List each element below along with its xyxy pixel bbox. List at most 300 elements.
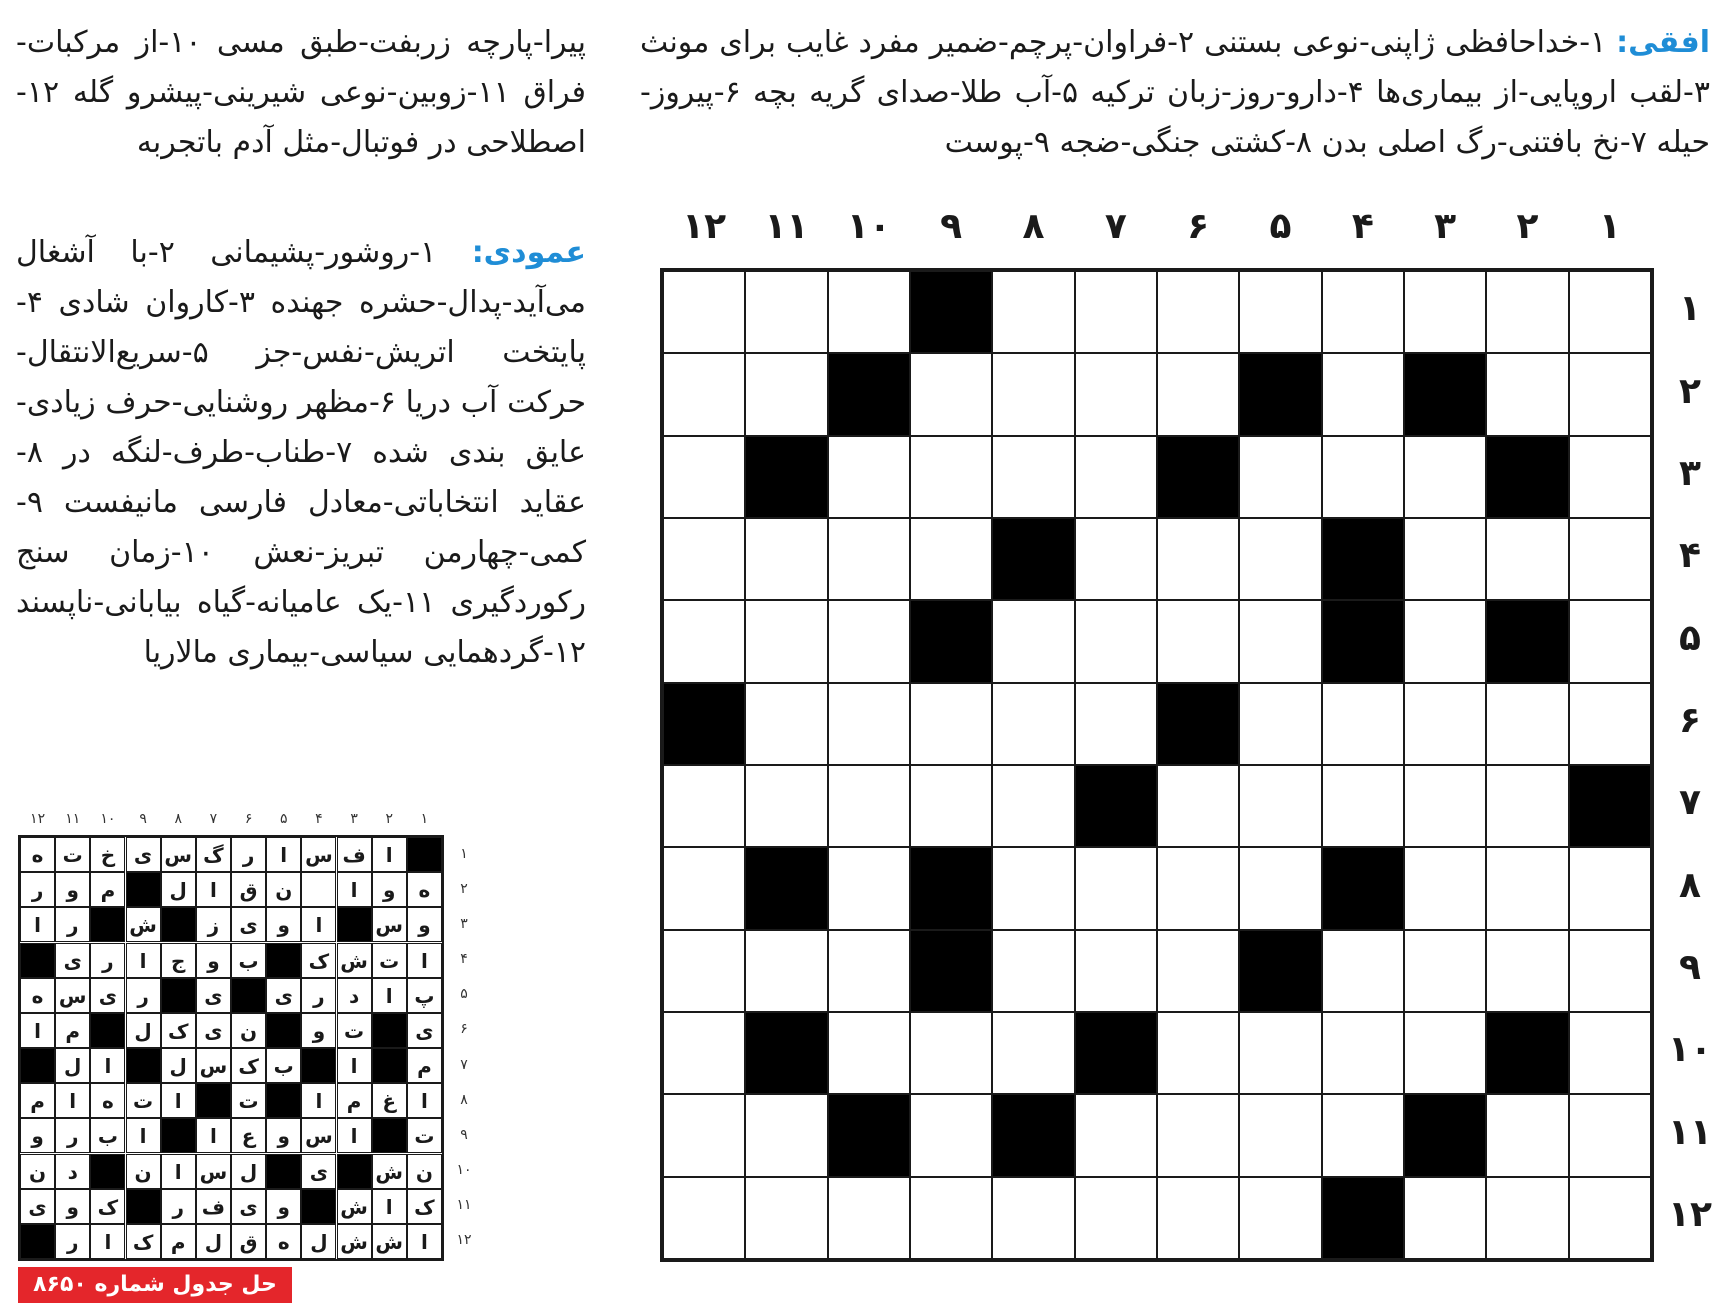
grid-cell[interactable]: [1569, 600, 1651, 682]
grid-cell[interactable]: [1322, 930, 1404, 1012]
grid-cell[interactable]: [1239, 1177, 1321, 1259]
solution-cell: ه: [90, 1083, 125, 1118]
solution-label: حل جدول شماره ۸۶۵۰: [18, 1267, 292, 1303]
row-number: ۱۲: [1668, 1193, 1712, 1235]
solution-row-number: ۶: [460, 1021, 468, 1038]
grid-cell[interactable]: [1157, 600, 1239, 682]
solution-block-cell: [337, 907, 372, 942]
grid-cell[interactable]: [663, 1012, 745, 1094]
grid-cell[interactable]: [1239, 271, 1321, 353]
across-clue-text-2: پیرا-پارچه زربفت-طبق مسی ۱۰-از مرکبات-فراق ۱۱-زوبین-نوعی شیرینی-پیشرو گله ۱۲-اصطلاحی در فوتبال-مثل آدم باتجربه: [16, 25, 586, 160]
solution-cell: ش: [337, 943, 372, 978]
grid-cell[interactable]: [1569, 1094, 1651, 1176]
solution-cell: س: [55, 978, 90, 1013]
solution-row-number: ۲: [460, 880, 468, 897]
solution-cell: ا: [126, 943, 161, 978]
grid-cell[interactable]: [1075, 847, 1157, 929]
grid-cell[interactable]: [1486, 1094, 1568, 1176]
grid-cell[interactable]: [1486, 271, 1568, 353]
grid-cell[interactable]: [1239, 518, 1321, 600]
solution-cell: ی: [196, 1013, 231, 1048]
grid-cell[interactable]: [1404, 271, 1486, 353]
solution-cell: ن: [126, 1154, 161, 1189]
solution-cell: ا: [372, 978, 407, 1013]
grid-block-cell: [992, 518, 1074, 600]
solution-cell: ه: [20, 837, 55, 872]
grid-cell[interactable]: [828, 600, 910, 682]
grid-cell[interactable]: [828, 847, 910, 929]
grid-cell[interactable]: [745, 1177, 827, 1259]
solution-column-number: ۳: [350, 811, 358, 827]
grid-block-cell: [1322, 518, 1404, 600]
row-number: ۸: [1679, 864, 1701, 906]
solution-cell: ق: [231, 1224, 266, 1259]
grid-cell[interactable]: [828, 765, 910, 847]
grid-cell[interactable]: [1569, 930, 1651, 1012]
column-number: ۶: [1187, 206, 1210, 247]
solution-cell: ب: [266, 1048, 301, 1083]
row-number: ۲: [1679, 370, 1701, 412]
grid-block-cell: [1239, 930, 1321, 1012]
solution-cell: ا: [196, 1118, 231, 1153]
solution-cell: ا: [20, 1013, 55, 1048]
solution-cell: ه: [20, 978, 55, 1013]
row-number: ۳: [1679, 452, 1701, 494]
grid-cell[interactable]: [992, 600, 1074, 682]
grid-block-cell: [992, 1094, 1074, 1176]
solution-column-number: ۲: [385, 811, 394, 827]
solution-cell: ی: [20, 1189, 55, 1224]
solution-cell: م: [161, 1224, 196, 1259]
grid-cell[interactable]: [663, 847, 745, 929]
solution-block-cell: [126, 872, 161, 907]
solution-row-number: ۷: [460, 1056, 468, 1073]
solution-cell: م: [407, 1048, 442, 1083]
solution-row-number: ۱۰: [456, 1162, 472, 1179]
solution-block-cell: [372, 1013, 407, 1048]
grid-block-cell: [1322, 847, 1404, 929]
grid-cell[interactable]: [910, 1012, 992, 1094]
grid-cell[interactable]: [1569, 1177, 1651, 1259]
grid-block-cell: [1075, 1012, 1157, 1094]
grid-cell[interactable]: [1486, 765, 1568, 847]
grid-cell[interactable]: [745, 600, 827, 682]
solution-block-cell: [161, 978, 196, 1013]
grid-cell[interactable]: [745, 1094, 827, 1176]
solution-cell: ه: [266, 1224, 301, 1259]
grid-cell[interactable]: [1157, 271, 1239, 353]
solution-cell: م: [90, 872, 125, 907]
grid-cell[interactable]: [1569, 847, 1651, 929]
grid-block-cell: [1486, 1012, 1568, 1094]
solution-block-cell: [161, 1118, 196, 1153]
row-number: ۱۰: [1668, 1029, 1712, 1071]
solution-cell: ا: [337, 872, 372, 907]
across-label: افقی:: [1616, 25, 1710, 60]
solution-block-cell: [161, 907, 196, 942]
row-number: ۹: [1679, 946, 1701, 988]
solution-cell: ا: [20, 907, 55, 942]
solution-cell: ر: [90, 943, 125, 978]
grid-cell[interactable]: [992, 847, 1074, 929]
column-number: ۱۲: [682, 206, 727, 247]
solution-cell: ر: [55, 1118, 90, 1153]
solution-cell: ر: [20, 872, 55, 907]
grid-cell[interactable]: [1157, 1177, 1239, 1259]
grid-cell[interactable]: [828, 930, 910, 1012]
crossword-grid: [660, 268, 1654, 1262]
solution-cell: ی: [126, 837, 161, 872]
grid-cell[interactable]: [663, 353, 745, 435]
grid-cell[interactable]: [1157, 765, 1239, 847]
grid-cell[interactable]: [992, 1012, 1074, 1094]
solution-cell: ل: [231, 1154, 266, 1189]
grid-block-cell: [910, 847, 992, 929]
solution-cell: ب: [231, 943, 266, 978]
grid-cell[interactable]: [992, 271, 1074, 353]
grid-cell[interactable]: [1322, 1094, 1404, 1176]
grid-block-cell: [1157, 436, 1239, 518]
solution-cell: س: [301, 837, 336, 872]
grid-cell[interactable]: [992, 765, 1074, 847]
solution-cell: ن: [20, 1154, 55, 1189]
solution-cell: ا: [372, 837, 407, 872]
solution-cell: ر: [231, 837, 266, 872]
grid-cell[interactable]: [1404, 847, 1486, 929]
grid-block-cell: [1322, 1177, 1404, 1259]
solution-cell: ا: [161, 1154, 196, 1189]
grid-cell[interactable]: [1322, 353, 1404, 435]
grid-cell[interactable]: [663, 600, 745, 682]
solution-column-number: ۴: [315, 811, 323, 827]
solution-block-cell: [266, 1083, 301, 1118]
solution-cell: ر: [301, 978, 336, 1013]
grid-cell[interactable]: [1404, 436, 1486, 518]
solution-cell: و: [196, 943, 231, 978]
solution-cell: ک: [161, 1013, 196, 1048]
grid-cell[interactable]: [1157, 930, 1239, 1012]
column-number: ۱۰: [846, 206, 891, 247]
column-number: ۵: [1269, 206, 1292, 247]
grid-cell[interactable]: [1404, 930, 1486, 1012]
grid-cell[interactable]: [828, 683, 910, 765]
solution-cell: ر: [126, 978, 161, 1013]
solution-cell: ک: [407, 1189, 442, 1224]
grid-cell[interactable]: [992, 930, 1074, 1012]
solution-cell: ا: [407, 943, 442, 978]
solution-cell: ک: [231, 1048, 266, 1083]
grid-block-cell: [1322, 600, 1404, 682]
solution-cell: ف: [196, 1189, 231, 1224]
solution-cell: ن: [407, 1154, 442, 1189]
grid-cell[interactable]: [828, 518, 910, 600]
solution-cell: ا: [126, 1118, 161, 1153]
grid-cell[interactable]: [1486, 930, 1568, 1012]
solution-cell: و: [55, 1189, 90, 1224]
grid-cell[interactable]: [1404, 1012, 1486, 1094]
solution-block-cell: [372, 1118, 407, 1153]
solution-cell: ا: [337, 1048, 372, 1083]
grid-cell[interactable]: [745, 518, 827, 600]
grid-cell[interactable]: [663, 436, 745, 518]
solution-cell: س: [196, 1154, 231, 1189]
solution-cell: و: [20, 1118, 55, 1153]
solution-cell: ش: [337, 1224, 372, 1259]
grid-cell[interactable]: [1239, 1094, 1321, 1176]
solution-column-number: ۶: [244, 811, 253, 827]
solution-cell: م: [20, 1083, 55, 1118]
grid-cell[interactable]: [1322, 1012, 1404, 1094]
grid-cell[interactable]: [992, 436, 1074, 518]
solution-cell: ا: [301, 907, 336, 942]
grid-block-cell: [828, 1094, 910, 1176]
grid-cell[interactable]: [1157, 1012, 1239, 1094]
grid-cell[interactable]: [1075, 600, 1157, 682]
solution-cell: ک: [126, 1224, 161, 1259]
solution-column-number: ۱: [420, 811, 429, 827]
grid-block-cell: [1239, 353, 1321, 435]
row-number: ۱۱: [1668, 1111, 1712, 1153]
grid-cell[interactable]: [992, 683, 1074, 765]
grid-cell[interactable]: [910, 518, 992, 600]
solution-cell: [301, 872, 336, 907]
grid-cell[interactable]: [1569, 518, 1651, 600]
solution-block-cell: [90, 1154, 125, 1189]
column-number: ۴: [1351, 206, 1374, 247]
grid-cell[interactable]: [1239, 436, 1321, 518]
grid-cell[interactable]: [828, 1177, 910, 1259]
grid-cell[interactable]: [910, 353, 992, 435]
solution-block-cell: [372, 1048, 407, 1083]
grid-cell[interactable]: [1322, 271, 1404, 353]
solution-column-number: ۱۱: [65, 811, 81, 827]
solution-cell: ل: [126, 1013, 161, 1048]
grid-cell[interactable]: [1486, 1177, 1568, 1259]
solution-cell: ت: [337, 1013, 372, 1048]
grid-cell[interactable]: [745, 930, 827, 1012]
column-number: ۷: [1104, 206, 1127, 247]
grid-cell[interactable]: [1157, 1094, 1239, 1176]
solution-cell: گ: [196, 837, 231, 872]
solution-block-cell: [337, 1154, 372, 1189]
grid-cell[interactable]: [1157, 518, 1239, 600]
solution-cell: ت: [231, 1083, 266, 1118]
solution-cell: ت: [126, 1083, 161, 1118]
across-clues: [640, 18, 1710, 168]
solution-cell: ی: [266, 978, 301, 1013]
solution-block-cell: [301, 1048, 336, 1083]
solution-cell: ل: [55, 1048, 90, 1083]
solution-cell: ک: [301, 943, 336, 978]
grid-cell[interactable]: [1322, 765, 1404, 847]
grid-cell[interactable]: [1322, 683, 1404, 765]
solution-cell: و: [266, 907, 301, 942]
grid-cell[interactable]: [1486, 353, 1568, 435]
solution-cell: و: [266, 1189, 301, 1224]
solution-cell: ت: [372, 943, 407, 978]
grid-cell[interactable]: [828, 271, 910, 353]
solution-cell: ی: [231, 907, 266, 942]
grid-cell[interactable]: [1075, 1177, 1157, 1259]
solution-column-number: ۹: [139, 811, 147, 827]
grid-cell[interactable]: [745, 353, 827, 435]
grid-cell[interactable]: [1075, 683, 1157, 765]
solution-cell: ا: [55, 1083, 90, 1118]
grid-cell[interactable]: [1239, 847, 1321, 929]
grid-cell[interactable]: [1157, 847, 1239, 929]
grid-cell[interactable]: [745, 271, 827, 353]
solution-block-cell: [90, 907, 125, 942]
grid-cell[interactable]: [663, 271, 745, 353]
solution-cell: س: [196, 1048, 231, 1083]
grid-cell[interactable]: [1404, 600, 1486, 682]
solution-cell: ا: [301, 1083, 336, 1118]
grid-cell[interactable]: [1486, 847, 1568, 929]
grid-cell[interactable]: [1569, 1012, 1651, 1094]
grid-cell[interactable]: [1404, 683, 1486, 765]
solution-cell: س: [372, 907, 407, 942]
grid-cell[interactable]: [910, 1177, 992, 1259]
solution-block-cell: [90, 1013, 125, 1048]
grid-cell[interactable]: [1157, 353, 1239, 435]
grid-cell[interactable]: [1239, 765, 1321, 847]
solution-column-number: ۵: [279, 811, 288, 827]
solution-row-number: ۸: [460, 1091, 468, 1108]
solution-cell: ق: [231, 872, 266, 907]
grid-cell[interactable]: [910, 683, 992, 765]
grid-cell[interactable]: [1075, 271, 1157, 353]
solution-cell: ش: [372, 1154, 407, 1189]
solution-cell: ی: [301, 1154, 336, 1189]
grid-block-cell: [910, 271, 992, 353]
grid-cell[interactable]: [1075, 930, 1157, 1012]
grid-block-cell: [910, 930, 992, 1012]
solution-cell: ا: [90, 1224, 125, 1259]
grid-cell[interactable]: [910, 1094, 992, 1176]
grid-cell[interactable]: [992, 1177, 1074, 1259]
grid-cell[interactable]: [663, 930, 745, 1012]
grid-cell[interactable]: [1239, 683, 1321, 765]
grid-cell[interactable]: [1569, 436, 1651, 518]
grid-block-cell: [1157, 683, 1239, 765]
grid-cell[interactable]: [1569, 683, 1651, 765]
solution-cell: ی: [231, 1189, 266, 1224]
solution-cell: ع: [231, 1118, 266, 1153]
column-number: ۱۱: [764, 206, 809, 247]
grid-block-cell: [1486, 436, 1568, 518]
grid-cell[interactable]: [663, 1177, 745, 1259]
grid-cell[interactable]: [828, 1012, 910, 1094]
solution-cell: ا: [196, 872, 231, 907]
solution-row-number: ۵: [460, 986, 468, 1003]
grid-cell[interactable]: [1569, 271, 1651, 353]
grid-cell[interactable]: [1404, 1177, 1486, 1259]
grid-cell[interactable]: [828, 436, 910, 518]
grid-cell[interactable]: [1322, 436, 1404, 518]
grid-cell[interactable]: [663, 518, 745, 600]
grid-cell[interactable]: [1404, 765, 1486, 847]
grid-block-cell: [1075, 765, 1157, 847]
grid-cell[interactable]: [663, 1094, 745, 1176]
solution-cell: خ: [90, 837, 125, 872]
grid-cell[interactable]: [1569, 353, 1651, 435]
grid-cell[interactable]: [910, 436, 992, 518]
grid-block-cell: [663, 683, 745, 765]
solution-cell: ی: [90, 978, 125, 1013]
grid-cell[interactable]: [1075, 518, 1157, 600]
grid-cell[interactable]: [1075, 436, 1157, 518]
grid-cell[interactable]: [1486, 518, 1568, 600]
solution-cell: س: [161, 837, 196, 872]
grid-cell[interactable]: [992, 353, 1074, 435]
grid-cell[interactable]: [1239, 1012, 1321, 1094]
solution-block-cell: [126, 1048, 161, 1083]
solution-cell: ک: [90, 1189, 125, 1224]
solution-block-cell: [266, 1013, 301, 1048]
solution-cell: و: [301, 1013, 336, 1048]
solution-cell: ل: [161, 1048, 196, 1083]
solution-cell: ی: [196, 978, 231, 1013]
row-number: ۶: [1679, 699, 1701, 741]
solution-cell: پ: [407, 978, 442, 1013]
grid-cell[interactable]: [1404, 518, 1486, 600]
solution-cell: و: [407, 907, 442, 942]
grid-cell[interactable]: [1239, 600, 1321, 682]
solution-cell: ا: [266, 837, 301, 872]
column-number: ۹: [940, 206, 963, 247]
solution-cell: ل: [196, 1224, 231, 1259]
solution-cell: ش: [372, 1224, 407, 1259]
grid-block-cell: [745, 847, 827, 929]
solution-cell: د: [55, 1154, 90, 1189]
grid-cell[interactable]: [1075, 353, 1157, 435]
solution-cell: ل: [161, 872, 196, 907]
solution-column-number: ۸: [174, 811, 183, 827]
grid-cell[interactable]: [1075, 1094, 1157, 1176]
solution-row-number: ۴: [460, 951, 468, 968]
solution-cell: ز: [196, 907, 231, 942]
solution-cell: ن: [231, 1013, 266, 1048]
row-number: ۵: [1679, 617, 1701, 659]
grid-block-cell: [1404, 1094, 1486, 1176]
solution-cell: ن: [266, 872, 301, 907]
grid-cell[interactable]: [663, 765, 745, 847]
solution-cell: ب: [90, 1118, 125, 1153]
down-label: عمودی:: [471, 235, 586, 270]
grid-cell[interactable]: [745, 683, 827, 765]
solution-cell: ا: [90, 1048, 125, 1083]
solution-cell: ج: [161, 943, 196, 978]
solution-cell: ه: [407, 872, 442, 907]
grid-cell[interactable]: [910, 765, 992, 847]
grid-block-cell: [745, 436, 827, 518]
solution-block-cell: [126, 1189, 161, 1224]
row-number: ۷: [1679, 782, 1701, 824]
solution-row-number: ۹: [460, 1126, 468, 1143]
solution-column-number: ۷: [209, 811, 218, 827]
solution-block-cell: [301, 1189, 336, 1224]
solution-cell: ر: [55, 1224, 90, 1259]
across-clue-text-1: ۱-خداحافظی ژاپنی-نوعی بستنی ۲-فراوان-پرچم-ضمیر مفرد غایب برای مونث ۳-لقب اروپایی-از بیماری‌ها ۴-دارو-روز-زبان ترکیه ۵-آب طلا-صدای گریه بچه ۶-پیروز-حیله ۷-نخ بافتنی-رگ اصلی بدن ۸-کشتی جنگی-ضجه ۹-پوست: [640, 25, 1710, 160]
column-number: ۸: [1022, 206, 1045, 247]
grid-block-cell: [1486, 600, 1568, 682]
grid-cell[interactable]: [1486, 683, 1568, 765]
solution-cell: ا: [161, 1083, 196, 1118]
solution-cell: و: [55, 872, 90, 907]
grid-cell[interactable]: [745, 765, 827, 847]
solution-cell: غ: [372, 1083, 407, 1118]
solution-block-cell: [196, 1083, 231, 1118]
